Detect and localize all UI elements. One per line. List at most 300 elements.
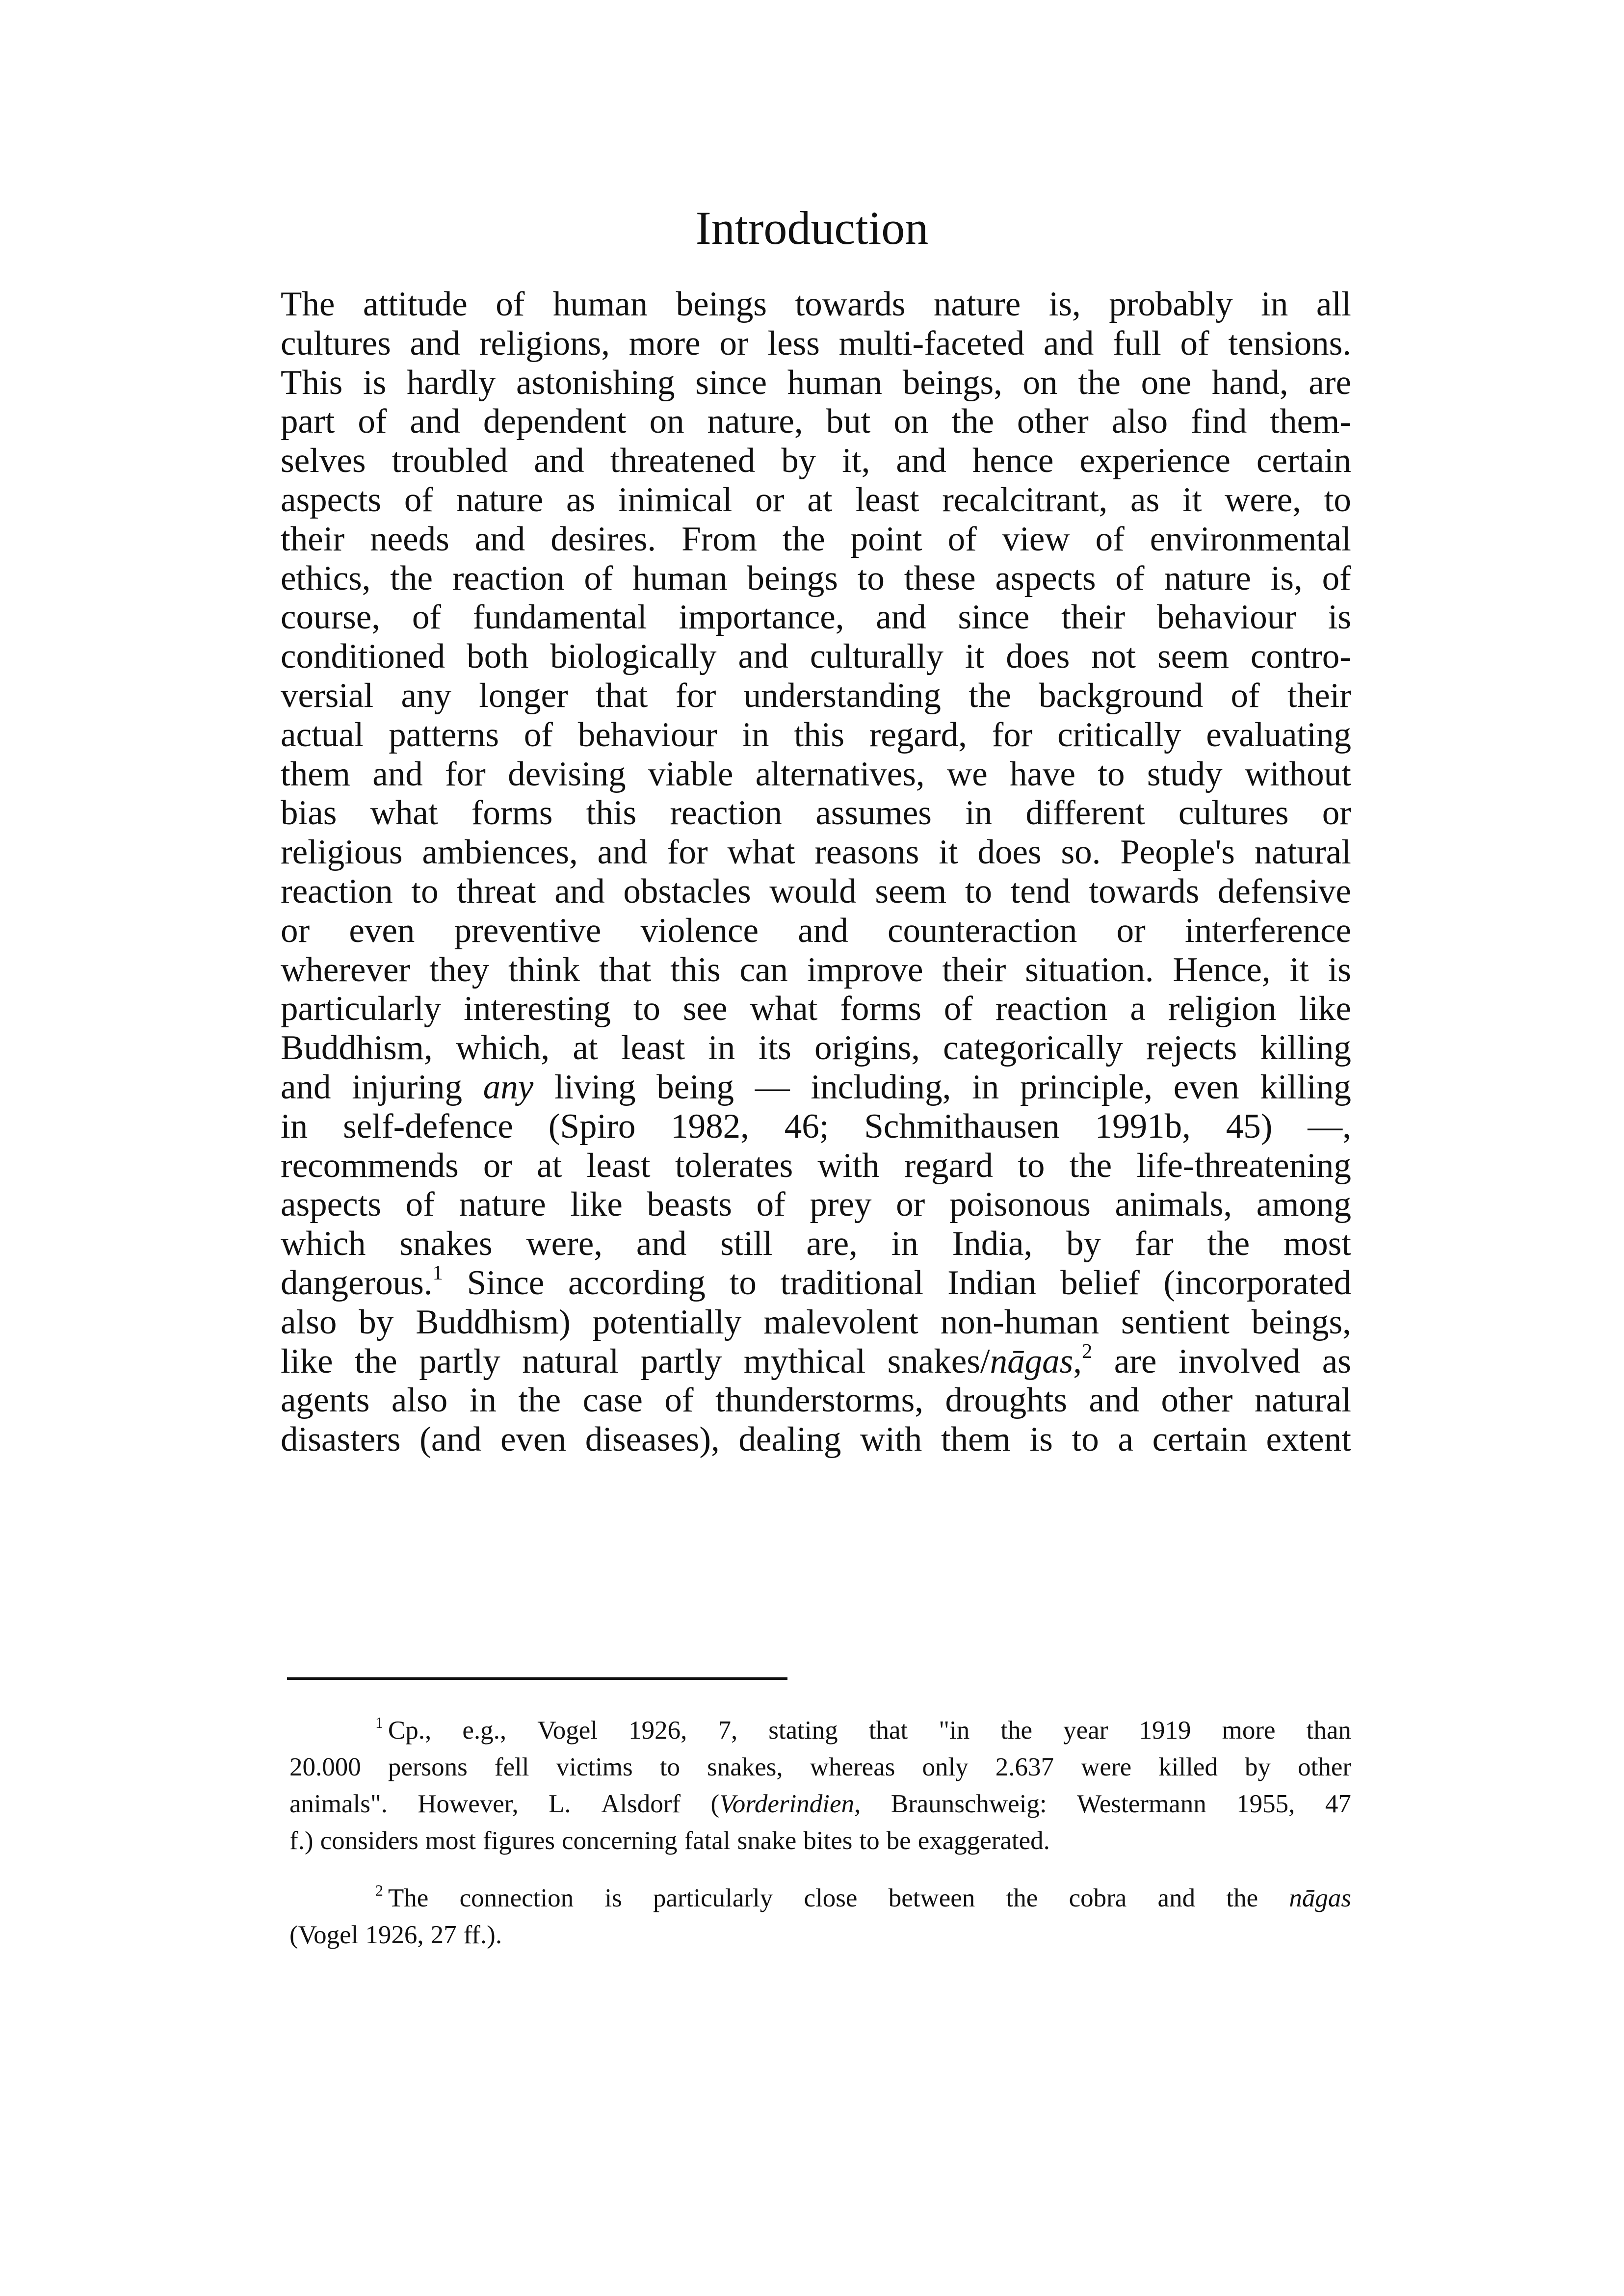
word: what	[727, 833, 795, 872]
word: all	[1316, 285, 1351, 323]
word: self-defence	[343, 1107, 513, 1146]
word: which,	[455, 1029, 550, 1068]
word: reaction	[281, 872, 393, 911]
word: does	[1006, 637, 1070, 676]
word: prey	[810, 1185, 872, 1224]
word: L.	[549, 1790, 571, 1818]
word: Buddhism)	[416, 1303, 571, 1341]
word: towards	[795, 285, 906, 323]
word: assumes	[815, 794, 932, 833]
word: From	[681, 520, 757, 558]
word: defensive	[1217, 872, 1351, 911]
word: or	[281, 911, 310, 950]
word: by	[781, 442, 816, 480]
word: extent	[1266, 1420, 1351, 1459]
word: or	[1116, 911, 1146, 950]
body-line	[281, 324, 1351, 364]
word: belief	[1060, 1263, 1140, 1302]
word: to	[1072, 1420, 1099, 1459]
body-line	[281, 481, 1351, 520]
word: human	[632, 559, 728, 598]
word: to	[1324, 480, 1351, 519]
word: are	[1309, 363, 1351, 402]
footnote-line	[289, 1917, 1351, 1954]
word: astonishing	[516, 363, 675, 402]
word: their	[942, 950, 1006, 989]
word: which	[281, 1225, 366, 1263]
word: snakes/nāgas,$^2$	[887, 1339, 1093, 1381]
word: connection	[459, 1884, 574, 1912]
word: interesting	[464, 990, 611, 1028]
word: —,	[1308, 1107, 1351, 1146]
word: snakes,	[707, 1753, 783, 1781]
footnotes	[289, 1712, 1351, 1974]
footnote-line	[289, 1749, 1351, 1786]
word: for	[445, 755, 486, 793]
word: killed	[1158, 1753, 1218, 1781]
word: or	[755, 480, 785, 519]
word: the	[969, 676, 1011, 715]
word: desires.	[550, 520, 656, 558]
word: is	[363, 363, 387, 402]
word: violence	[640, 911, 759, 950]
body-line	[281, 833, 1351, 872]
body-line	[281, 872, 1351, 912]
word: and	[474, 520, 525, 558]
word: for	[667, 833, 708, 872]
word: far	[1134, 1225, 1174, 1263]
body-line	[281, 364, 1351, 403]
word: of	[1231, 676, 1260, 715]
word: other	[1298, 1753, 1351, 1781]
word: conditioned	[281, 637, 445, 676]
word: in	[972, 1068, 999, 1106]
word: whereas	[810, 1753, 895, 1781]
word: course,	[281, 598, 381, 637]
word: figures	[482, 1826, 555, 1855]
word: a	[1130, 990, 1146, 1028]
word: "in	[939, 1716, 970, 1745]
word: snake	[737, 1826, 797, 1855]
word: preventive	[454, 911, 602, 950]
word: disasters	[281, 1420, 401, 1459]
word: also	[391, 1381, 448, 1420]
footnote-line	[289, 1880, 1351, 1917]
word: also	[1111, 402, 1168, 441]
word: patterns	[389, 715, 499, 754]
word: probably	[1109, 285, 1233, 323]
body-line	[281, 1303, 1351, 1342]
word: inimical	[618, 480, 733, 519]
word: as	[566, 480, 596, 519]
word: different	[1025, 794, 1145, 833]
word: living	[554, 1068, 636, 1106]
word: regard,	[869, 715, 967, 754]
word: even	[349, 911, 415, 950]
word: versial	[281, 676, 374, 715]
word: be	[886, 1826, 911, 1855]
word: only	[922, 1753, 969, 1781]
word: stating	[768, 1716, 838, 1745]
word: wherever	[281, 950, 411, 989]
word: interference	[1185, 911, 1351, 950]
word: at	[537, 1146, 562, 1185]
word: in	[281, 1107, 308, 1146]
word: the	[1207, 1225, 1250, 1263]
word: People's	[1120, 833, 1235, 872]
word: fundamental	[472, 598, 647, 637]
word: more	[1222, 1716, 1276, 1745]
word: of	[496, 285, 525, 323]
word: Hence,	[1173, 950, 1271, 989]
word: they	[429, 950, 490, 989]
word: ambiences,	[422, 833, 578, 872]
word: bites	[803, 1826, 853, 1855]
footnote-1	[289, 1712, 1351, 1859]
word: obstacles	[623, 872, 751, 911]
word: or	[483, 1146, 513, 1185]
body-line	[281, 637, 1351, 677]
word: improve	[807, 950, 923, 989]
word: of	[358, 402, 387, 441]
word: and	[281, 1068, 331, 1106]
word: in	[469, 1381, 497, 1420]
word: and	[738, 637, 788, 676]
word: hand,	[1211, 363, 1288, 402]
word: importance,	[679, 598, 844, 637]
word: and	[636, 1225, 687, 1263]
word: 1919	[1139, 1716, 1191, 1745]
word: human	[552, 285, 648, 323]
word: to	[411, 872, 439, 911]
word: threatened	[610, 442, 756, 480]
word: it	[965, 637, 985, 676]
word: the	[1078, 363, 1121, 402]
word: at	[807, 480, 833, 519]
word: of	[1322, 559, 1351, 598]
word: cultures	[1178, 794, 1289, 833]
word: on	[649, 402, 684, 441]
body-line	[281, 1225, 1351, 1264]
word: it,	[842, 442, 870, 480]
word: 1991b,	[1095, 1107, 1191, 1146]
word: the	[518, 1381, 561, 1420]
word: and	[1089, 1381, 1139, 1420]
word: their	[281, 520, 345, 558]
word: alternatives,	[755, 755, 925, 793]
word: f.)	[289, 1826, 314, 1855]
word: culturally	[810, 637, 943, 676]
word: to	[1018, 1146, 1045, 1185]
word: to	[1098, 755, 1125, 793]
body-line	[281, 794, 1351, 833]
word: to	[857, 559, 885, 598]
word: particularly	[653, 1884, 773, 1912]
word: reaction	[452, 559, 565, 598]
footnote-number: 1	[375, 1714, 383, 1731]
word: to	[633, 990, 660, 1028]
word: than	[1306, 1716, 1351, 1745]
word: ff.).	[463, 1921, 502, 1949]
word: nāgas	[1289, 1884, 1351, 1912]
word: it	[1289, 950, 1309, 989]
word: selves	[281, 442, 366, 480]
word: the	[782, 520, 825, 558]
word: its	[758, 1029, 791, 1068]
word: recalcitrant,	[942, 480, 1108, 519]
word: and	[597, 833, 648, 872]
word: are,	[806, 1225, 858, 1263]
word: exaggerated.	[917, 1826, 1050, 1855]
word: including,	[811, 1068, 951, 1106]
word: any	[483, 1068, 534, 1106]
word: 46;	[784, 1107, 829, 1146]
word: and	[896, 442, 946, 480]
word: understanding	[743, 676, 941, 715]
word: critically	[1057, 715, 1181, 754]
word: (and	[419, 1420, 482, 1459]
word: as	[1130, 480, 1160, 519]
word: agents	[281, 1381, 370, 1420]
word: this	[586, 794, 637, 833]
footnote-line	[289, 1786, 1351, 1823]
word: devising	[508, 755, 626, 793]
word: beings	[747, 559, 838, 598]
word: animals".	[289, 1790, 388, 1818]
word: and	[554, 872, 605, 911]
word: (Spiro	[548, 1107, 636, 1146]
word: attitude	[363, 285, 468, 323]
word: study	[1147, 755, 1223, 793]
word: of	[412, 598, 441, 637]
word: is	[1328, 598, 1351, 637]
word: is	[1029, 1420, 1053, 1459]
word: at	[573, 1029, 598, 1068]
body-text	[281, 285, 1351, 1460]
word: biologically	[550, 637, 717, 676]
word: were	[1081, 1753, 1132, 1781]
word: particularly	[281, 990, 442, 1028]
word: viable	[648, 755, 733, 793]
page-title: Introduction	[695, 202, 929, 254]
word: 27	[430, 1921, 457, 1949]
word: $^2$ The	[375, 1881, 429, 1912]
word: so.	[1061, 833, 1101, 872]
word: to	[859, 1826, 880, 1855]
word: according	[568, 1263, 706, 1302]
word: were,	[526, 1225, 603, 1263]
word: these	[904, 559, 976, 598]
word: is,	[1048, 285, 1081, 323]
word: $^1$ Cp.,	[375, 1714, 432, 1745]
word: among	[1256, 1185, 1351, 1224]
word: that	[868, 1716, 908, 1745]
word: concerning	[562, 1826, 678, 1855]
word: of	[943, 990, 973, 1028]
word: reaction	[670, 794, 783, 833]
word: tend	[1010, 872, 1071, 911]
word: potentially	[592, 1303, 742, 1341]
body-line	[281, 1261, 1351, 1303]
word: 20.000	[289, 1753, 361, 1781]
body-line	[281, 1381, 1351, 1420]
body-line	[281, 598, 1351, 637]
word: of	[947, 520, 977, 558]
footnote-line	[289, 1823, 1351, 1859]
word: the	[1226, 1884, 1258, 1912]
word: what	[370, 794, 438, 833]
word: case	[582, 1381, 643, 1420]
word: think	[508, 950, 580, 989]
word: regard	[904, 1146, 993, 1185]
word: certain	[1152, 1420, 1247, 1459]
word: find	[1191, 402, 1247, 441]
footnote-line	[289, 1712, 1351, 1749]
word: (Vorderindien,	[710, 1790, 861, 1818]
word: environmental	[1150, 520, 1351, 558]
word: aspects	[281, 1185, 382, 1224]
word: most	[425, 1826, 476, 1855]
word: were,	[1225, 480, 1301, 519]
word: victims	[556, 1753, 633, 1781]
word: and	[1043, 324, 1094, 363]
word: 2.637	[995, 1753, 1054, 1781]
word: and	[876, 598, 926, 637]
word: cultures	[281, 324, 391, 363]
word: the	[951, 402, 994, 441]
word: more	[629, 324, 701, 363]
body-line	[281, 520, 1351, 559]
word: one	[1141, 363, 1192, 402]
word: However,	[418, 1790, 519, 1818]
word: diseases),	[585, 1420, 720, 1459]
word: least	[586, 1146, 651, 1185]
word: sentient	[1121, 1303, 1230, 1341]
word: fatal	[684, 1826, 731, 1855]
word: less	[767, 324, 820, 363]
body-line	[281, 559, 1351, 599]
word: the	[1006, 1884, 1038, 1912]
word: it	[939, 833, 958, 872]
word: is	[604, 1884, 622, 1912]
word: fell	[494, 1753, 529, 1781]
body-line	[281, 1185, 1351, 1225]
word: nature	[933, 285, 1021, 323]
word: recommends	[281, 1146, 459, 1185]
word: traditional	[780, 1263, 924, 1302]
word: dependent	[483, 402, 627, 441]
word: of	[1095, 520, 1125, 558]
word: situation.	[1025, 950, 1154, 989]
word: droughts	[945, 1381, 1067, 1420]
word: for	[675, 676, 716, 715]
word: rejects	[1146, 1029, 1237, 1068]
word: multi-faceted	[838, 324, 1025, 363]
word: Indian	[947, 1263, 1037, 1302]
word: religion	[1168, 990, 1277, 1028]
body-line	[281, 1029, 1351, 1068]
word: their	[1061, 598, 1126, 637]
body-line	[281, 1339, 1351, 1382]
word: 1955,	[1236, 1790, 1295, 1818]
body-line	[281, 951, 1351, 990]
word: that	[599, 950, 652, 989]
word: The	[281, 285, 335, 323]
word: or	[1322, 794, 1351, 833]
word: have	[1010, 755, 1076, 793]
word: on	[1022, 363, 1058, 402]
body-line	[281, 912, 1351, 951]
word: would	[769, 872, 857, 911]
word: of	[524, 715, 553, 754]
word: does	[977, 833, 1042, 872]
word: part	[281, 402, 335, 441]
word: what	[750, 990, 818, 1028]
word: least	[621, 1029, 685, 1068]
word: background	[1039, 676, 1204, 715]
word: beings	[676, 285, 767, 323]
word: we	[946, 755, 988, 793]
word: between	[888, 1884, 975, 1912]
word: on	[893, 402, 929, 441]
word: being	[656, 1068, 734, 1106]
word: like	[281, 1342, 333, 1381]
word: partly	[419, 1342, 500, 1381]
word: of	[664, 1381, 694, 1420]
word: tolerates	[675, 1146, 793, 1185]
word: This	[281, 363, 343, 402]
word: in	[891, 1225, 918, 1263]
word: close	[804, 1884, 858, 1912]
word: evaluating	[1206, 715, 1351, 754]
word: religions,	[479, 324, 610, 363]
word: as	[1322, 1342, 1351, 1381]
word: the	[354, 1342, 397, 1381]
word: Buddhism,	[281, 1029, 433, 1068]
word: 7,	[718, 1716, 738, 1745]
word: nature	[459, 1185, 546, 1224]
body-line	[281, 285, 1351, 324]
word: killing	[1260, 1029, 1351, 1068]
word: it	[1182, 480, 1202, 519]
word: to	[659, 1753, 680, 1781]
word: even	[1173, 1068, 1239, 1106]
word: Since	[467, 1263, 545, 1302]
word: life-threatening	[1136, 1146, 1351, 1185]
word: a	[1118, 1420, 1133, 1459]
word: are	[1114, 1342, 1157, 1381]
word: hardly	[406, 363, 496, 402]
word: since	[695, 363, 767, 402]
word: with	[817, 1146, 880, 1185]
word: India,	[952, 1225, 1033, 1263]
word: 47	[1325, 1790, 1351, 1818]
word: considers	[320, 1826, 419, 1855]
word: to	[729, 1263, 757, 1302]
body-line	[281, 716, 1351, 755]
word: and	[1157, 1884, 1196, 1912]
word: thunderstorms,	[715, 1381, 923, 1420]
word: not	[1091, 637, 1136, 676]
word: aspects	[281, 480, 382, 519]
word: reaction	[995, 990, 1108, 1028]
word: longer	[479, 676, 568, 715]
body-line	[281, 442, 1351, 481]
word: still	[720, 1225, 773, 1263]
word: and	[534, 442, 584, 480]
word: that	[595, 676, 648, 715]
word: Alsdorf	[601, 1790, 681, 1818]
